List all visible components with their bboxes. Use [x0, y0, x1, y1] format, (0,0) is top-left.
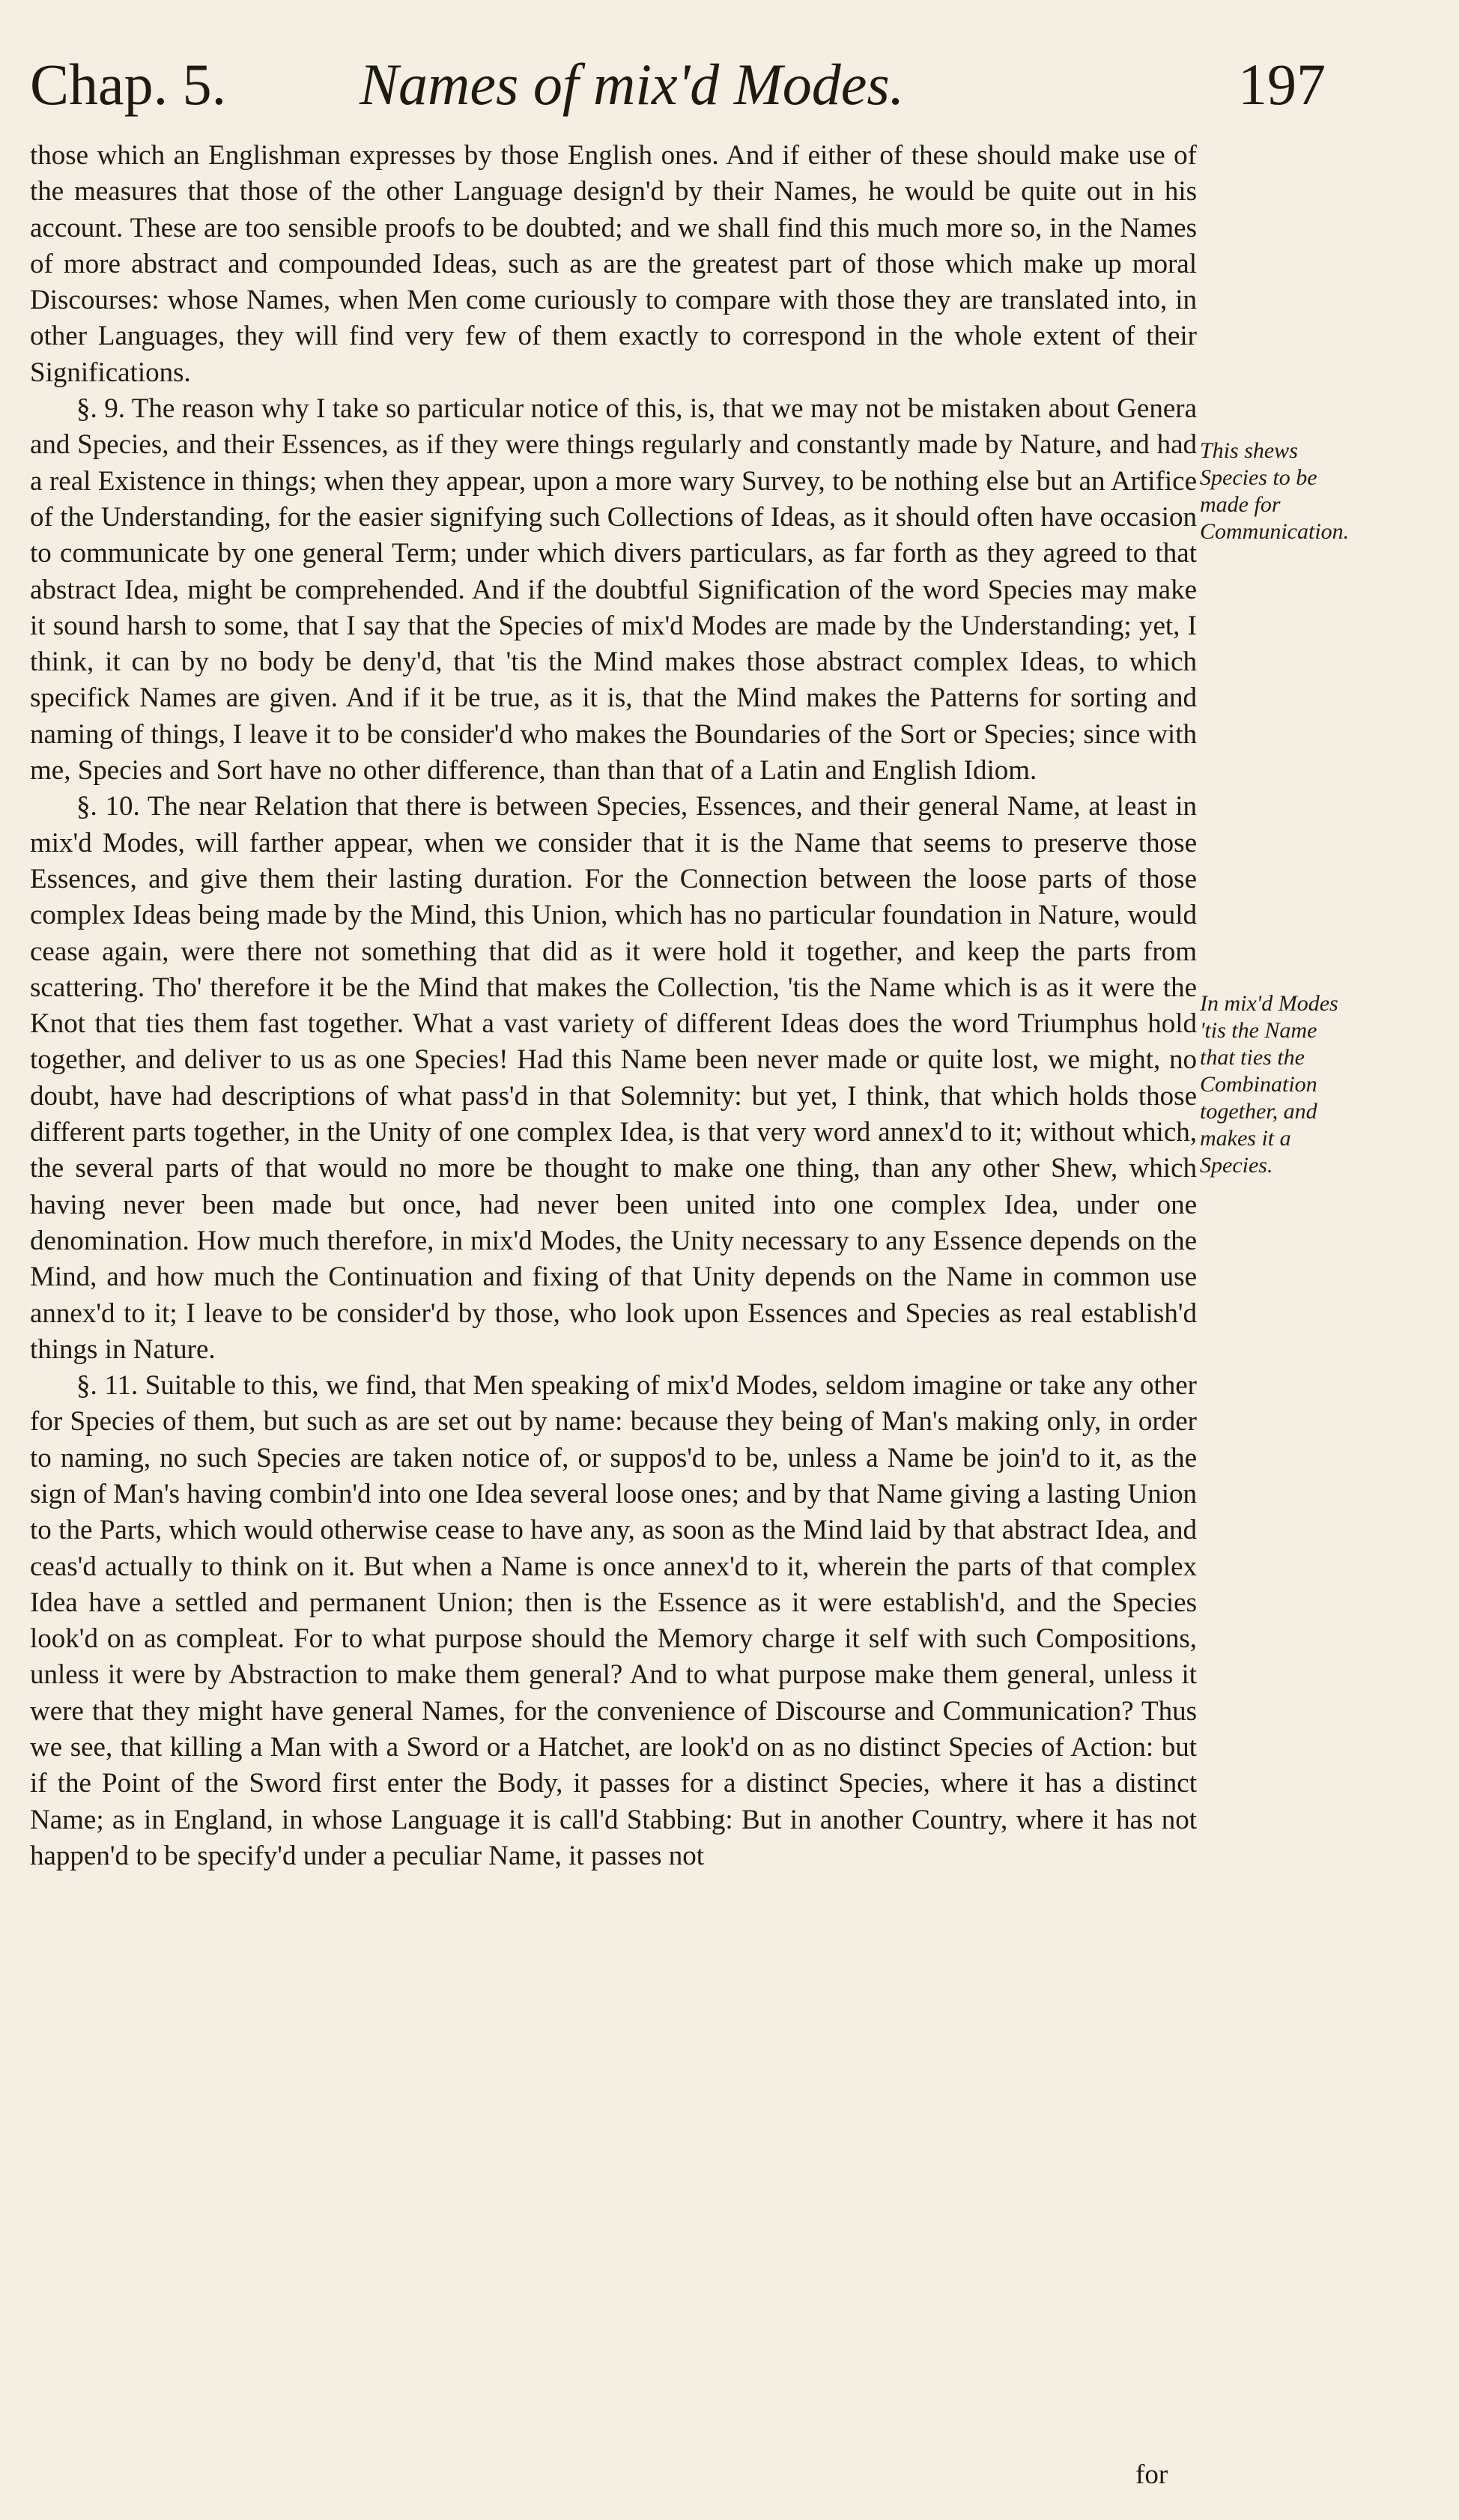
paragraph-section-10: §. 10. The near Relation that there is between Species, Essences, and their general Name, at least in mix'd Modes, will farther appear, when we consider that it is the Name that seems to preserve those Essences, and give them their lasting duration. For the Connection between the loose parts of those complex Ideas being made by the Mind, this Union, which has no particular foundation in Nature, would cease again, were there not something that did as it were hold it together, and keep the parts from scattering. Tho' therefore it be the Mind that makes the Collection, 'tis the Name which is as it were the Knot that ties them fast together. What a vast variety of different Ideas does the word Triumphus hold together, and deliver to us as one Species! Had this Name been never made or quite lost, we might, no doubt, have had descriptions of what pass'd in that Solemnity: but yet, I think, that which holds those different parts together, in the Unity of one complex Idea, is that very word annex'd to it; without which, the several parts of that would no more be thought to make one thing, than any other Shew, which having never been made but once, had never been united into one complex Idea, under one denomination. How much therefore, in mix'd Modes, the Unity necessary to any Essence depends on the Mind, and how much the Continuation and fixing of that Unity depends on the Name in common use annex'd to it; I leave to be consider'd by those, who look upon Essences and Species as real establish'd things in Nature.	[30, 791, 1197, 1365]
marginal-note-section-10: In mix'd Modes 'tis the Name that ties the Combination together, and makes it a Species.	[1200, 991, 1338, 1178]
catchword: for	[1135, 2459, 1168, 2490]
paragraph-section-11: §. 11. Suitable to this, we find, that Men speaking of mix'd Modes, seldom imagine or take any other for Species of them, but such as are set out by name: because they being of Man's making only, in order to naming, no such Species are taken notice of, or suppos'd to be, unless a Name be join'd to it, as the sign of Man's having combin'd into one Idea several loose ones; and by that Name giving a lasting Union to the Parts, which would otherwise cease to have any, as soon as the Mind laid by that abstract Idea, and ceas'd actually to think on it. But when a Name is once annex'd to it, wherein the parts of that complex Idea have a settled and permanent Union; then is the Essence as it were establish'd, and the Species look'd on as compleat. For to what purpose should the Memory charge it self with such Compositions, unless it were by Abstraction to make them general? And to what purpose make them general, unless it were that they might have general Names, for the convenience of Discourse and Communication? Thus we see, that killing a Man with a Sword or a Hatchet, are look'd on as no distinct Species of Action: but if the Point of the Sword first enter the Body, it passes for a distinct Species, where it has a distinct Name; as in England, in whose Language it is call'd Stabbing: But in another Country, where it has not happen'd to be specify'd under a peculiar Name, it passes not	[30, 1370, 1197, 1871]
body-text	[30, 138, 1197, 1874]
marginal-note-section-9: This shews Species to be made for Communication.	[1200, 438, 1350, 544]
chapter-label: Chap. 5.	[30, 52, 227, 117]
paragraph-continuation: those which an Englishman expresses by those English ones. And if either of these should make use of the measures that those of the other Language design'd by their Names, he would be quite out in his account. These are too sensible proofs to be doubted; and we shall find this much more so, in the Names of more abstract and compounded Ideas, such as are the greatest part of those which make up moral Discourses: whose Names, when Men come curiously to compare with those they are translated into, in other Languages, they will find very few of them exactly to correspond in the whole extent of their Significations.	[30, 140, 1197, 388]
page-number: 197	[1238, 52, 1326, 117]
running-title: Names of mix'd Modes.	[360, 52, 905, 117]
running-header	[30, 43, 1326, 133]
paragraph-section-9: §. 9. The reason why I take so particular notice of this, is, that we may not be mistaken about Genera and Species, and their Essences, as if they were things regularly and constantly made by Nature, and had a real Existence in things; when they appear, upon a more wary Survey, to be nothing else but an Artifice of the Understanding, for the easier signifying such Collections of Ideas, as it should often have occasion to communicate by one general Term; under which divers particulars, as far forth as they agreed to that abstract Idea, might be comprehended. And if the doubtful Signification of the word Species may make it sound harsh to some, that I say that the Species of mix'd Modes are made by the Understanding; yet, I think, it can by no body be deny'd, that 'tis the Mind makes those abstract complex Ideas, to which specifick Names are given. And if it be true, as it is, that the Mind makes the Patterns for sorting and naming of things, I leave it to be consider'd who makes the Boundaries of the Sort or Species; since with me, Species and Sort have no other difference, than than that of a Latin and English Idiom.	[30, 393, 1197, 787]
